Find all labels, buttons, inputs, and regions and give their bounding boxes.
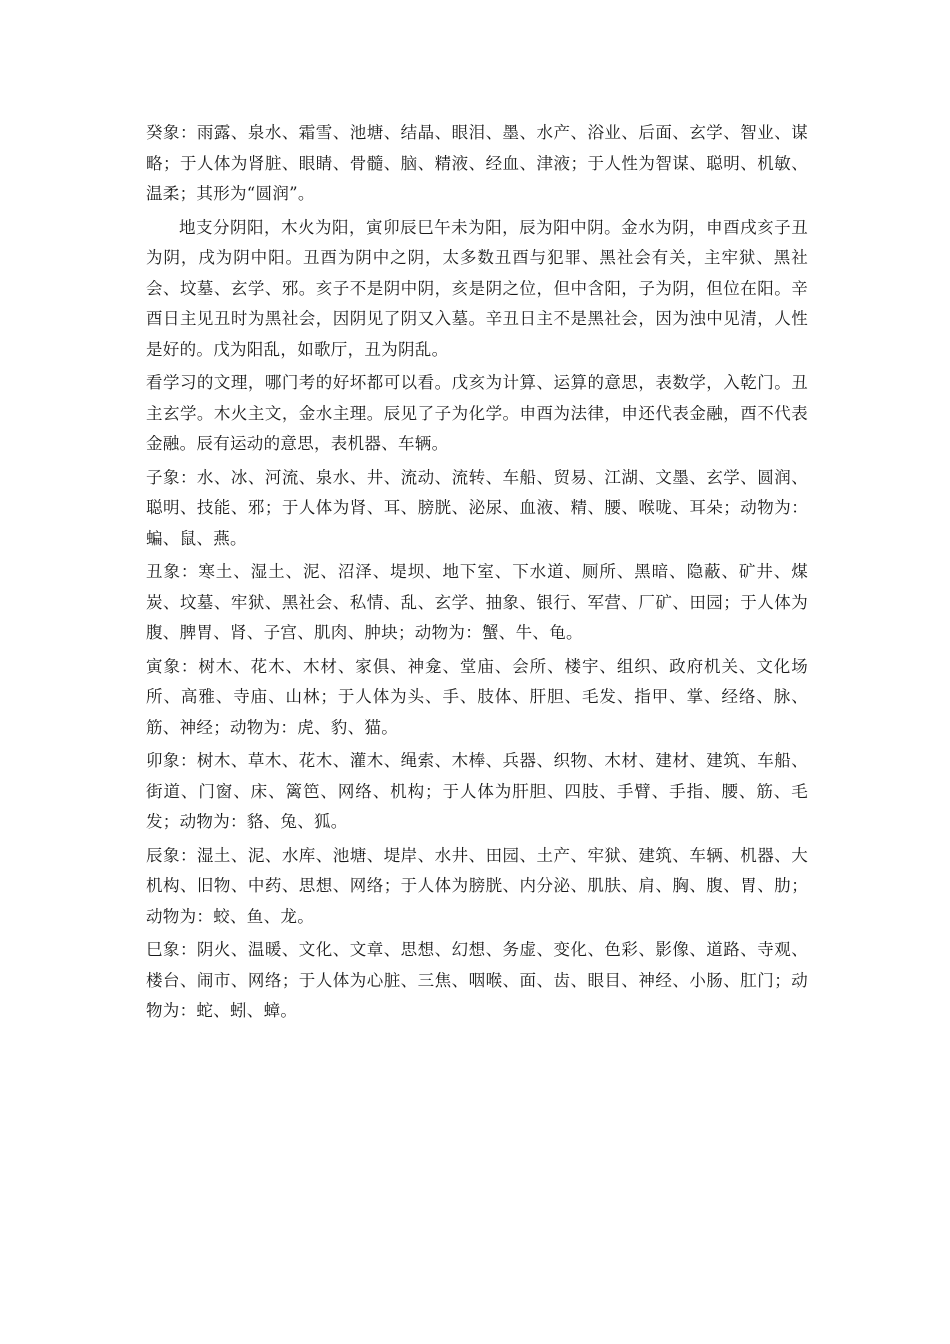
paragraph-chen-xiang: 辰象：湿土、泥、水库、池塘、堤岸、水井、田园、土产、牢狱、建筑、车辆、机器、大机构、旧物、中药、思想、网络；于人体为膀胱、内分泌、肌肤、肩、胸、腹、胃、肋；动物为：蛟、鱼、龙。 bbox=[146, 845, 808, 926]
paragraph-chou-xiang: 丑象：寒土、湿土、泥、沼泽、堤坝、地下室、下水道、厕所、黑暗、隐蔽、矿井、煤炭、坟墓、牢狱、黑社会、私情、乱、玄学、抽象、银行、军营、厂矿、田园；于人体为腹、脾胃、肾、子宫、肌肉、肿块；动物为：蟹、牛、龟。 bbox=[146, 562, 808, 642]
paragraph-zi-xiang: 子象：水、冰、河流、泉水、井、流动、流转、车船、贸易、江湖、文墨、玄学、圆润、聪明、技能、邪；于人体为肾、耳、膀胱、泌尿、血液、精、腰、喉咙、耳朵；动物为：蝙、鼠、燕。 bbox=[146, 467, 808, 548]
paragraph-si-xiang: 巳象：阴火、温暖、文化、文章、思想、幻想、务虚、变化、色彩、影像、道路、寺观、楼台、闹市、网络；于人体为心脏、三焦、咽喉、面、齿、眼目、神经、小肠、肛门；动物为：蛇、蚓、蟑。 bbox=[146, 940, 808, 1020]
paragraph-gui-xiang: 癸象：雨露、泉水、霜雪、池塘、结晶、眼泪、墨、水产、浴业、后面、玄学、智业、谋略；于人体为肾脏、眼睛、骨髓、脑、精液、经血、津液；于人性为智谋、聪明、机敏、温柔；其形为“圆润”。 bbox=[146, 123, 808, 203]
paragraph-mao-xiang: 卯象：树木、草木、花木、灌木、绳索、木棒、兵器、织物、木材、建材、建筑、车船、街道、门窗、床、篱笆、网络、机构；于人体为肝胆、四肢、手臂、手指、腰、筋、毛发；动物为：貉、兔、狐。 bbox=[146, 751, 808, 831]
paragraph-yin-xiang: 寅象：树木、花木、木材、家俱、神龛、堂庙、会所、楼宇、组织、政府机关、文化场所、高雅、寺庙、山林；于人体为头、手、肢体、肝胆、毛发、指甲、掌、经络、脉、筋、神经；动物为：虎、豹、猫。 bbox=[146, 656, 808, 737]
paragraph-dizhi-yinyang: 地支分阴阳，木火为阳，寅卯辰巳午未为阳，辰为阳中阴。金水为阴，申酉戌亥子丑为阴，戌为阴中阳。丑酉为阴中之阴，太多数丑酉与犯罪、黑社会有关，主牢狱、黑社会、坟墓、玄学、邪。亥子不是阴中阴，亥是阴之位，但中含阳，子为阴，但位在阳。辛酉日主见丑时为黑社会，因阴见了阴又入墓。辛丑日主不是黑社会，因为浊中见清，人性是好的。戊为阳乱，如歌厅，丑为阴乱。 bbox=[146, 217, 808, 359]
document-page bbox=[146, 118, 808, 1030]
paragraph-xuexi-wenli: 看学习的文理，哪门考的好坏都可以看。戊亥为计算、运算的意思，表数学，入乾门。丑主玄学。木火主文，金水主理。辰见了子为化学。申酉为法律，申还代表金融，酉不代表金融。辰有运动的意思，表机器、车辆。 bbox=[146, 373, 808, 453]
